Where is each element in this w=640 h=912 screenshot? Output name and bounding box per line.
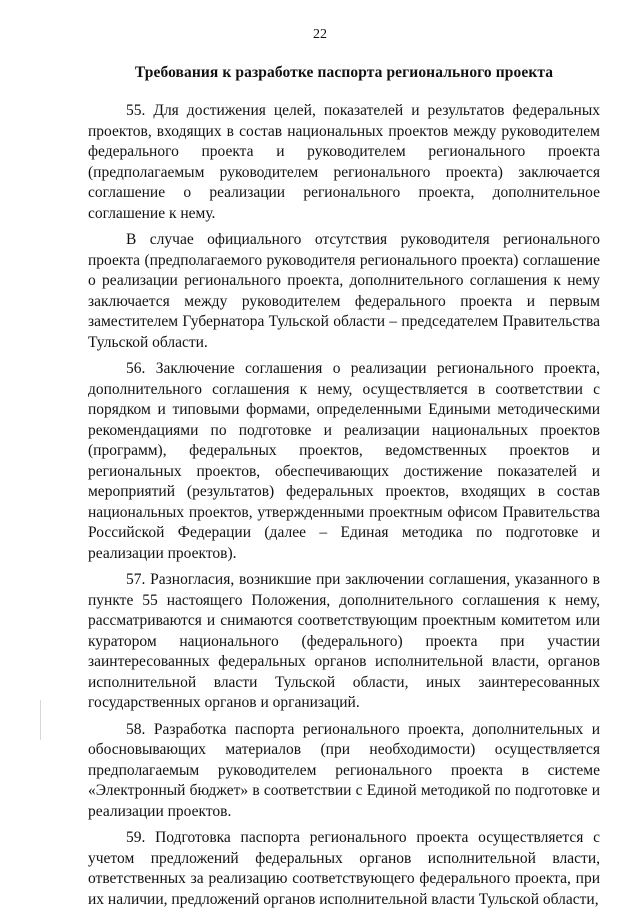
paragraph-59: 59. Подготовка паспорта регионального проекта осуществляется с учетом предложений федеральных органов исполнительной власти, ответственных за реализацию соответствующего федерального проекта, при их наличии, предложений органов исполнительной власти Тульской области,	[88, 829, 600, 908]
document-body	[88, 101, 600, 910]
section-heading: Требования к разработке паспорта регионального проекта	[134, 64, 554, 81]
paragraph-57: 57. Разногласия, возникшие при заключении соглашения, указанного в пункте 55 настоящего Положения, дополнительного соглашения к нему, рассматриваются и снимаются соответствующим проектным комитетом или куратором национального (федерального) проекта при участии заинтересованных федеральных органов исполнительной власти, органов исполнительной власти Тульской области, иных заинтересованных государственных органов и организаций.	[88, 571, 600, 711]
paragraph-56: 56. Заключение соглашения о реализации регионального проекта, дополнительного соглашения к нему, осуществляется в соответствии с порядком и типовыми формами, определенными Едиными методическими рекомендациями по подготовке и реализации национальных проектов (программ), федеральных проектов, ведомственных проектов и региональных проектов, обеспечивающих достижение показателей и мероприятий (результатов) федеральных проектов, входящих в состав национальных проектов, утвержденными проектным офисом Правительства Российской Федерации (далее – Единая методика по подготовке и реализации проектов).	[88, 360, 600, 562]
paragraph-55: 55. Для достижения целей, показателей и результатов федеральных проектов, входящих в состав национальных проектов между руководителем федерального проекта и руководителем регионального проекта (предполагаемым руководителем регионального проекта) заключается соглашение о реализации регионального проекта, дополнительное соглашение к нему.	[88, 102, 600, 222]
page-number: 22	[313, 27, 327, 42]
paragraph-55-continuation: В случае официального отсутствия руководителя регионального проекта (предполагаемого руководителя регионального проекта) соглашение о реализации регионального проекта, дополнительного соглашения к нему заключается между руководителем федерального проекта и первым заместителем Губернатора Тульской области – председателем Правительства Тульской области.	[88, 231, 600, 351]
paragraph-58: 58. Разработка паспорта регионального проекта, дополнительных и обосновывающих материалов (при необходимости) осуществляется предполагаемым руководителем регионального проекта в системе «Электронный бюджет» в соответствии с Единой методикой по подготовке и реализации проектов.	[88, 720, 600, 820]
scan-artifact	[40, 700, 41, 740]
